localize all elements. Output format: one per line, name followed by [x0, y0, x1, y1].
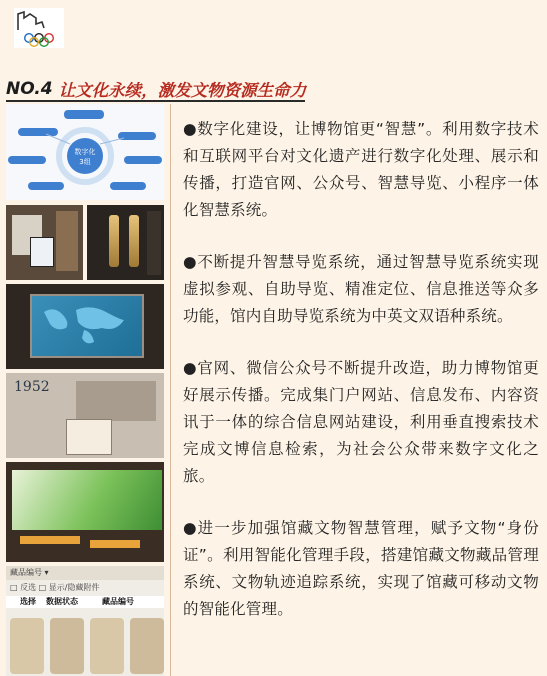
table-header-status: 数据状态: [46, 597, 78, 606]
table-header-id: 藏品编号: [102, 597, 134, 606]
section-title: 让文化永续，激发文物资源生命力: [58, 81, 307, 100]
exhibit-1952-photo: 1952: [6, 373, 164, 458]
table-header-select: 选择: [20, 597, 36, 606]
text-column: [183, 116, 539, 648]
section-number: NO.4: [6, 79, 53, 99]
svg-text:数字化: 数字化: [74, 148, 96, 156]
image-column: [6, 104, 164, 676]
world-map-screen-photo: [6, 284, 164, 369]
digital-diagram-image: [6, 104, 164, 200]
heading-underline: [6, 100, 305, 102]
collection-management-screenshot: 藏品编号 ▾ □ 反选 □ 显示/隐藏附件 选择 数据状态 藏品编号: [6, 566, 164, 676]
section-heading: [6, 78, 306, 100]
svg-text:3组: 3组: [79, 158, 91, 166]
olympic-logo: [14, 8, 64, 48]
paragraph-website-wechat: ●官网、微信公众号不断提升改造，助力博物馆更好展示传播。完成集门户网站、信息发布、内容资讯于一体的综合信息网站建设，利用垂直搜索技术完成文博信息检索，为社会公众带来数字文化之旅。: [183, 359, 539, 485]
column-divider: [170, 104, 171, 676]
paragraph-smart-guide: ●不断提升智慧导览系统，通过智慧导览系统实现虚拟参观、自助导览、精准定位、信息推送等众多功能，馆内自助导览系统为中英文双语种系统。: [183, 253, 539, 325]
immersive-screen-photo: [6, 462, 164, 562]
paragraph-collection-management: ●进一步加强馆藏文物智慧管理，赋予文物“身份证”。利用智能化管理手段，搭建馆藏文物藏品管理系统、文物轨迹追踪系统，实现了馆藏可移动文物的智能化管理。: [183, 519, 539, 618]
paragraph-digital-construction: ●数字化建设，让博物馆更“智慧”。利用数字技术和互联网平台对文化遗产进行数字化处理、展示和传播，打造官网、公众号、智慧导览、小程序一体化智慧系统。: [183, 120, 539, 219]
museum-exhibit-photo: [6, 205, 83, 280]
torch-display-photo: [87, 205, 164, 280]
